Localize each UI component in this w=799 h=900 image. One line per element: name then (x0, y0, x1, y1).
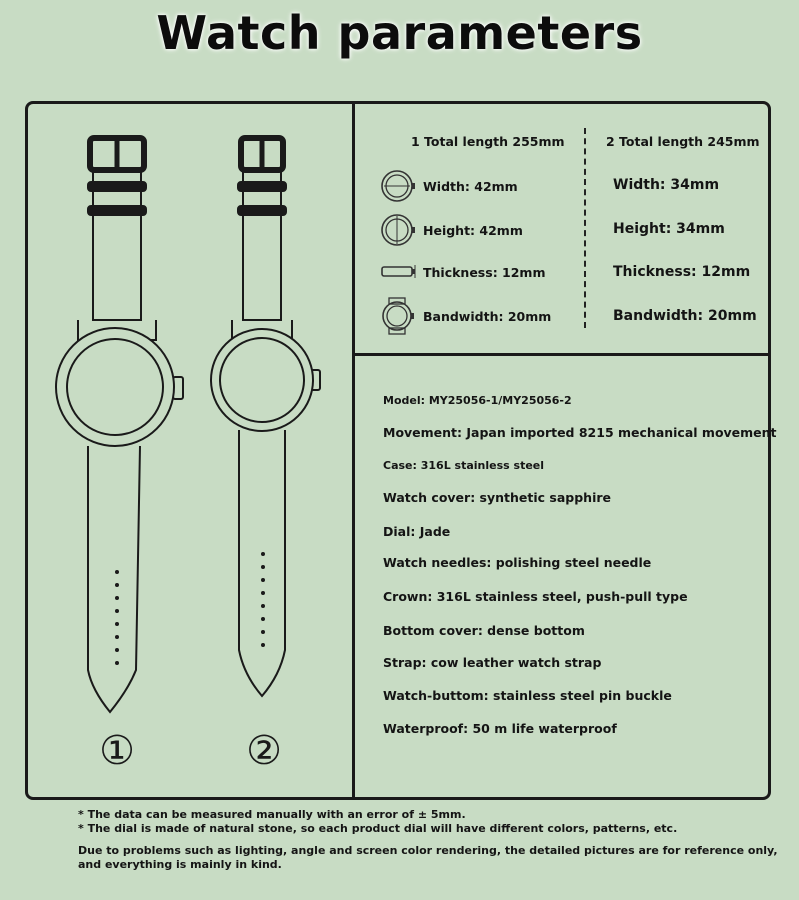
spec-thickness-text: Thickness: 12mm (613, 264, 751, 280)
spec-height-text: Height: 34mm (613, 221, 725, 237)
detail-watch-buttom: Watch-buttom: stainless steel pin buckle (383, 688, 672, 703)
watch-illustrations (40, 130, 340, 780)
frame-horizontal-divider (355, 353, 771, 356)
spec-thickness-12 (379, 253, 546, 291)
watch-front-icon (379, 167, 417, 205)
detail-waterproof: Waterproof: 50 m life waterproof (383, 721, 617, 736)
detail-crown: Crown: 316L stainless steel, push-pull type (383, 589, 688, 604)
detail-strap: Strap: cow leather watch strap (383, 655, 602, 670)
note-reference-disclaimer: Due to problems such as lighting, angle and screen color rendering, the detailed pictures are for reference only, (78, 844, 778, 857)
detail-watch-needles: Watch needles: polishing steel needle (383, 555, 652, 570)
watch-front-height-icon (379, 211, 417, 249)
spec-width-42 (379, 167, 518, 205)
detail-model: Model: MY25056-1/MY25056-2 (383, 394, 572, 407)
watch-2-marker: ② (246, 728, 282, 774)
detail-bottom-cover: Bottom cover: dense bottom (383, 623, 585, 638)
detail-case: Case: 316L stainless steel (383, 459, 545, 472)
spec-height-text: Height: 42mm (423, 222, 523, 238)
spec-width-34 (613, 177, 719, 193)
spec-height-42 (379, 211, 523, 249)
note-measurement-error: * The data can be measured manually with an error of ± 5mm. (78, 808, 466, 821)
watch-1-marker: ① (99, 728, 135, 774)
spec-thickness-12-second (613, 264, 750, 280)
watch-1-illustration (56, 138, 183, 712)
spec-bandwidth-text: Bandwidth: 20mm (423, 308, 552, 324)
detail-dial: Dial: Jade (383, 524, 451, 539)
spec-height-34 (613, 221, 725, 237)
watch-side-thickness-icon (379, 253, 417, 291)
spec-width-text: Width: 42mm (423, 178, 518, 194)
column-2-header: 2 Total length 245mm (606, 134, 760, 149)
watch-2-illustration (211, 138, 320, 696)
note-in-kind: and everything is mainly in kind. (78, 858, 282, 871)
column-1-header: 1 Total length 255mm (411, 134, 565, 149)
detail-movement: Movement: Japan imported 8215 mechanical movement (383, 425, 777, 440)
spec-width-text: Width: 34mm (613, 177, 720, 193)
spec-bandwidth-text: Bandwidth: 20mm (613, 308, 757, 324)
watch-band-width-icon (379, 297, 417, 335)
footer-notes (78, 808, 778, 872)
detail-watch-cover: Watch cover: synthetic sapphire (383, 490, 612, 505)
page-title: Watch parameters (156, 6, 643, 60)
spec-bandwidth-20-second (613, 308, 757, 324)
spec-thickness-text: Thickness: 12mm (423, 264, 546, 280)
frame-vertical-divider (352, 101, 355, 800)
note-natural-stone: * The dial is made of natural stone, so each product dial will have different colors, patterns, etc. (78, 822, 678, 835)
spec-columns-dashed-divider (584, 128, 586, 328)
spec-bandwidth-20 (379, 297, 551, 335)
